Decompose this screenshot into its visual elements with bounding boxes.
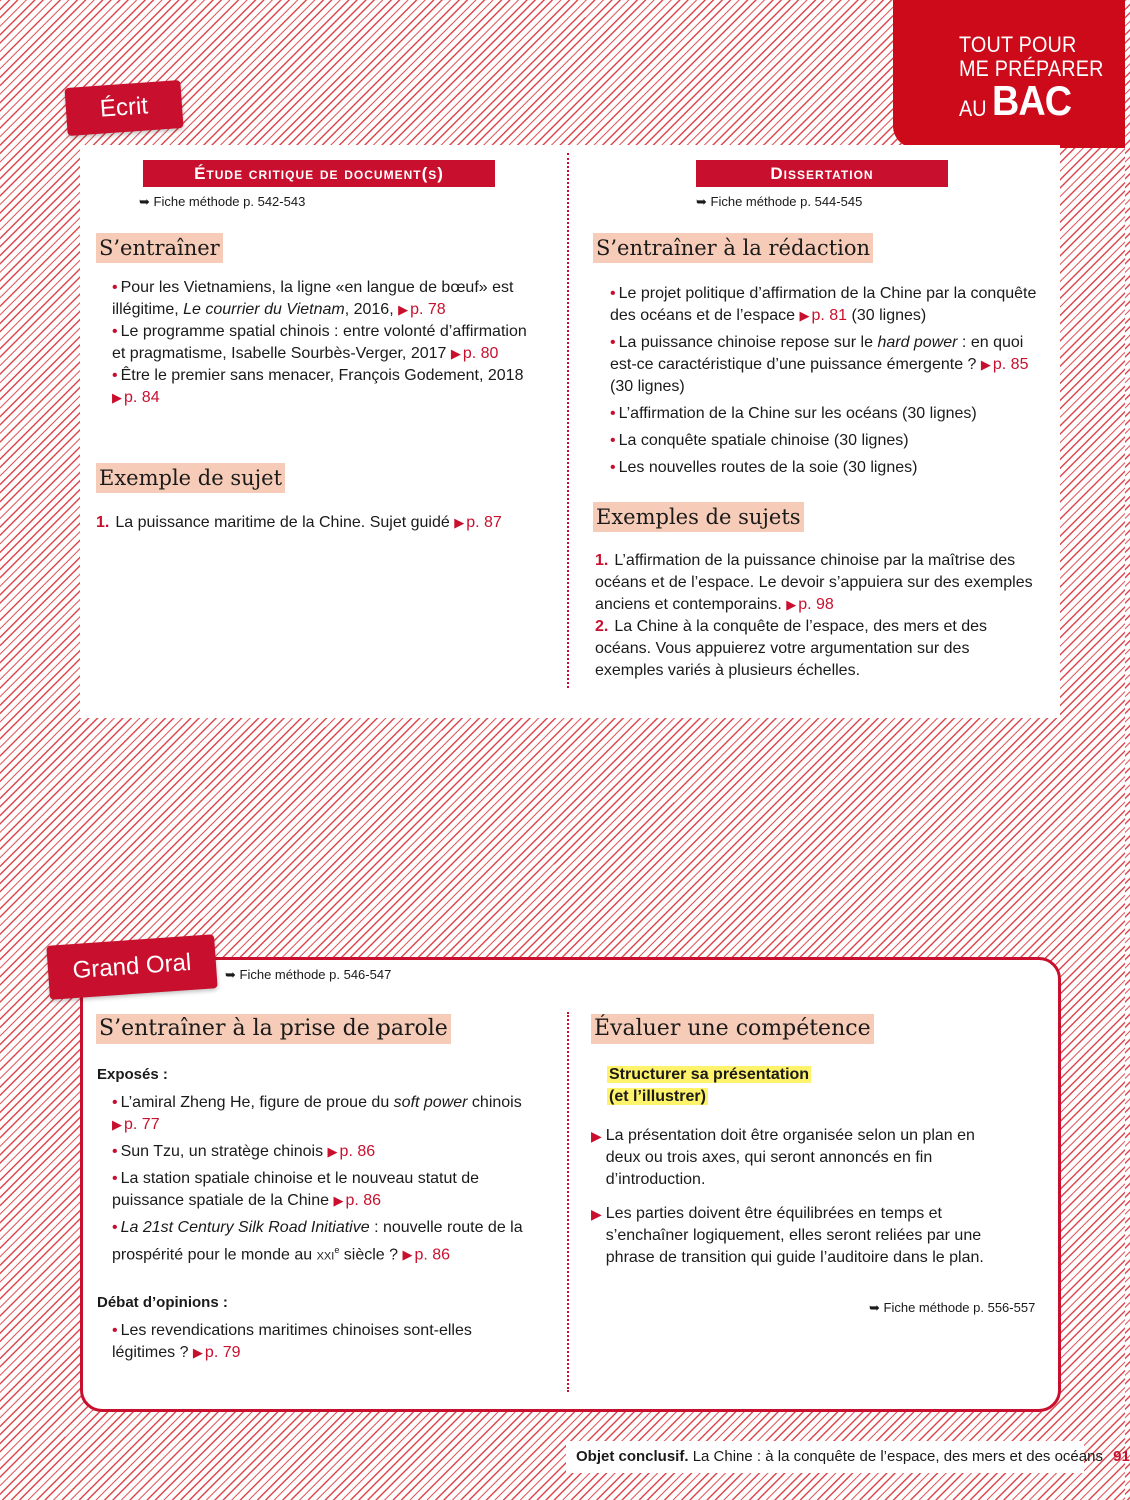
list-item: • La 21st Century Silk Road Initiative : nouvelle route de la prospérité pour le monde au xxi$^e$ siècle ? ▶ p. 86 <box>112 1219 523 1264</box>
skill-points <box>591 1125 1011 1274</box>
exposes-label: Exposés : <box>97 1066 168 1083</box>
list-item: • Sun Tzu, un stratège chinois ▶ p. 86 <box>112 1143 376 1160</box>
badge-line2: ME PRÉPARER <box>959 56 1104 81</box>
footer-bold: Objet conclusif. <box>576 1448 689 1465</box>
prise-parole-heading: S’entraîner à la prise de parole <box>96 1014 451 1044</box>
dissertation-banner: Dissertation <box>696 160 948 187</box>
list-item: • La puissance chinoise repose sur le hard power : en quoi est-ce caractéristique d’une puissance émergente ? ▶ p. 85 (30 lignes) <box>610 334 1029 395</box>
page-number: 91 <box>1113 1448 1130 1465</box>
redaction-heading: S’entraîner à la rédaction <box>593 233 873 263</box>
debat-section <box>97 1292 547 1369</box>
exemples-sujets-heading: Exemples de sujets <box>593 502 804 532</box>
skill-point: ▶ La présentation doit être organisée selon un plan en deux ou trois axes, qui seront annoncés en fin d’introduction. <box>591 1127 975 1188</box>
page-ref-link[interactable]: p. 86 <box>414 1246 451 1264</box>
fiche-icon: ➥ <box>696 194 707 209</box>
page-footer <box>566 1441 1130 1473</box>
page-ref-link[interactable]: p. 78 <box>410 301 446 318</box>
debat-label: Débat d’opinions : <box>97 1294 228 1311</box>
badge-bac: BAC <box>991 77 1071 124</box>
page-ref-link[interactable]: p. 86 <box>339 1143 376 1160</box>
page-ref-link[interactable]: p. 85 <box>992 356 1029 373</box>
etude-exercise-list <box>112 277 527 409</box>
list-item: • Le projet politique d’affirmation de la Chine par la conquête des océans et de l’espace ▶ p. 81 (30 lignes) <box>610 285 1037 324</box>
dissertation-exercise-list <box>610 283 1050 484</box>
page-ref-link[interactable]: p. 98 <box>798 596 834 613</box>
page-ref-link[interactable]: p. 77 <box>124 1116 160 1133</box>
list-item: • Le programme spatial chinois : entre volonté d’affirmation et pragmatisme, Isabelle Sourbès-Verger, 2017 ▶ p. 80 <box>112 323 527 362</box>
ecrit-tag: Écrit <box>64 80 183 136</box>
badge-au: AU <box>959 96 987 121</box>
fiche-icon: ➥ <box>139 194 150 209</box>
list-item: • Les nouvelles routes de la soie (30 lignes) <box>610 459 918 476</box>
fiche-methode-dissertation[interactable]: ➥ Fiche méthode p. 544-545 <box>696 194 863 209</box>
list-item: • La conquête spatiale chinoise (30 lignes) <box>610 432 909 449</box>
oral-divider <box>567 1012 569 1392</box>
sujets-list <box>595 550 1040 682</box>
sujet-item: 1. La puissance maritime de la Chine. Sujet guidé ▶ p. 87 <box>96 514 502 531</box>
page-ref-link[interactable]: p. 81 <box>811 307 848 324</box>
bac-badge <box>893 0 1125 148</box>
footer-title: La Chine : à la conquête de l’espace, des mers et des océans <box>692 1448 1103 1465</box>
sentrainer-heading: S’entraîner <box>96 233 223 263</box>
page-ref-link[interactable]: p. 79 <box>204 1344 241 1361</box>
list-item: • Pour les Vietnamiens, la ligne «en langue de bœuf» est illégitime, Le courrier du Vietnam, 2016, ▶ p. 78 <box>112 279 514 318</box>
grand-oral-tag: Grand Oral <box>46 934 217 1000</box>
skill-point: ▶ Les parties doivent être équilibrées en temps et s’enchaîner logiquement, elles seront reliées par une phrase de transition qui guide l’auditoire dans le plan. <box>591 1205 984 1266</box>
fiche-icon: ➥ <box>225 967 236 982</box>
list-item: • L’affirmation de la Chine sur les océans (30 lignes) <box>610 405 977 422</box>
list-item: • Être le premier sans menacer, François Godement, 2018 ▶ p. 84 <box>112 367 524 406</box>
skill-title <box>607 1064 1027 1108</box>
fiche-methode-competence[interactable]: ➥ Fiche méthode p. 556-557 <box>869 1300 1036 1315</box>
exemple-sujet-heading: Exemple de sujet <box>96 463 285 493</box>
page-ref-link[interactable]: p. 87 <box>466 514 502 531</box>
list-item: • L’amiral Zheng He, figure de proue du soft power chinois ▶ p. 77 <box>112 1094 522 1133</box>
exposes-section <box>97 1064 547 1271</box>
sujet-item: 2. La Chine à la conquête de l’espace, des mers et des océans. Vous appuierez votre argumentation sur des exemples variés à plusieurs échelles. <box>595 618 988 679</box>
ecrit-divider <box>567 153 569 688</box>
list-item: • Les revendications maritimes chinoises sont-elles légitimes ? ▶ p. 79 <box>112 1322 472 1361</box>
badge-line1: TOUT POUR <box>959 32 1077 57</box>
fiche-methode-oral[interactable]: ➥ Fiche méthode p. 546-547 <box>225 967 392 982</box>
fiche-methode-etude[interactable]: ➥ Fiche méthode p. 542-543 <box>139 194 306 209</box>
fiche-icon: ➥ <box>869 1300 880 1315</box>
page-ref-link[interactable]: p. 80 <box>462 345 499 362</box>
skill-title-line1: Structurer sa présentation <box>609 1066 810 1083</box>
page-ref-link[interactable]: p. 86 <box>345 1192 382 1209</box>
sujet-item: 1. L’affirmation de la puissance chinoise par la maîtrise des océans et de l’espace. Le devoir s’appuiera sur des exemples anciens et contemporains. ▶ p. 98 <box>595 552 1033 613</box>
list-item: • La station spatiale chinoise et le nouveau statut de puissance spatiale de la Chine ▶ p. 86 <box>112 1170 480 1209</box>
etude-critique-banner: Étude critique de document(s) <box>143 160 495 187</box>
page-ref-link[interactable]: p. 84 <box>124 389 160 406</box>
skill-title-line2: (et l’illustrer) <box>609 1088 706 1105</box>
evaluer-heading: Évaluer une compétence <box>591 1014 874 1044</box>
